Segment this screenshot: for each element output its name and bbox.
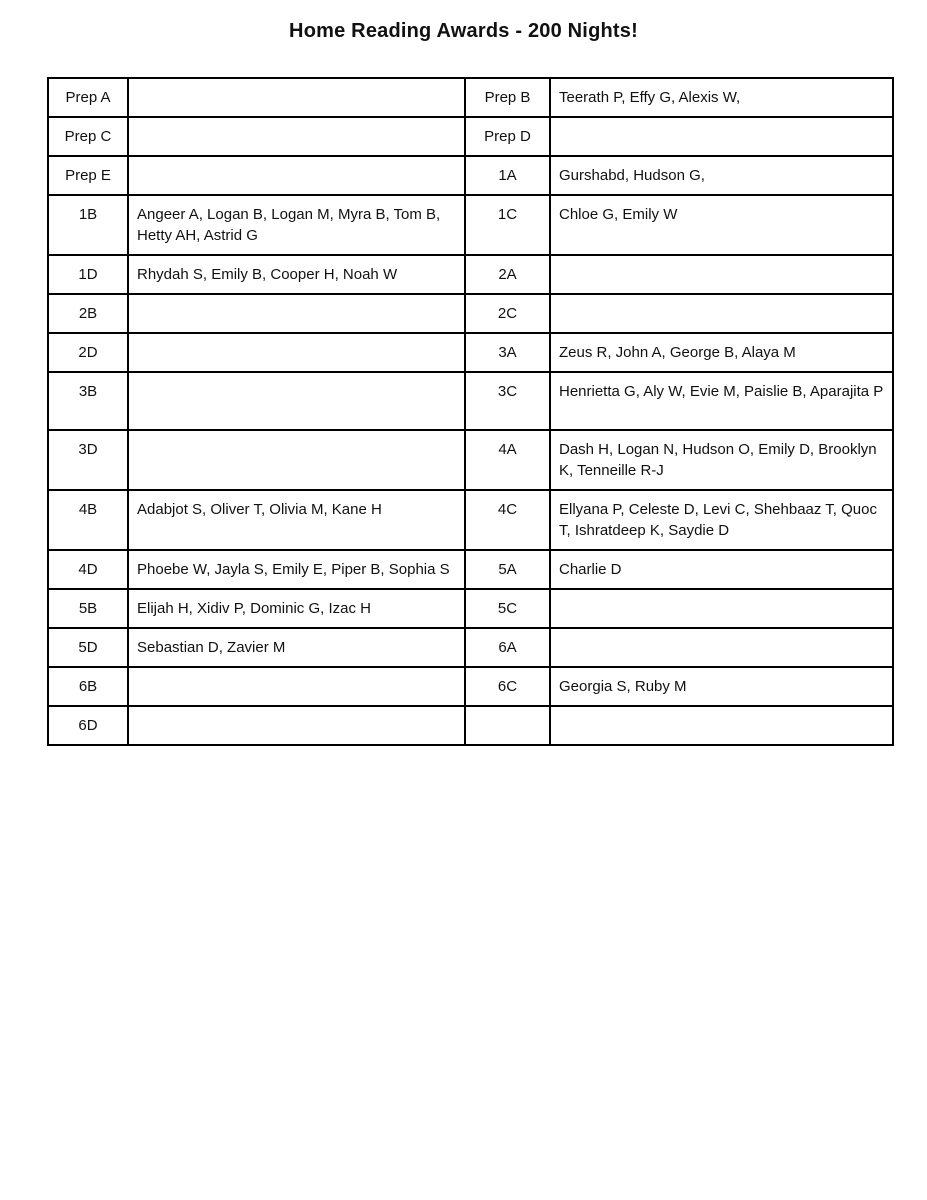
class-cell: 1C xyxy=(465,195,550,255)
names-cell xyxy=(128,430,465,490)
table-row xyxy=(48,333,893,372)
class-cell: 2B xyxy=(48,294,128,333)
names-cell: Teerath P, Effy G, Alexis W, xyxy=(550,78,893,117)
class-cell: 4B xyxy=(48,490,128,550)
names-cell xyxy=(128,333,465,372)
class-cell: 2C xyxy=(465,294,550,333)
table-row xyxy=(48,706,893,745)
class-cell: 2A xyxy=(465,255,550,294)
table-row xyxy=(48,490,893,550)
class-cell: 3C xyxy=(465,372,550,430)
table-row xyxy=(48,550,893,589)
names-cell xyxy=(128,294,465,333)
class-cell: Prep C xyxy=(48,117,128,156)
table-row xyxy=(48,628,893,667)
class-cell: 5C xyxy=(465,589,550,628)
class-cell: 1A xyxy=(465,156,550,195)
class-cell: Prep E xyxy=(48,156,128,195)
class-cell: 5B xyxy=(48,589,128,628)
class-cell: 3B xyxy=(48,372,128,430)
class-cell: 6D xyxy=(48,706,128,745)
table-row xyxy=(48,156,893,195)
names-cell: Dash H, Logan N, Hudson O, Emily D, Brooklyn K, Tenneille R-J xyxy=(550,430,893,490)
names-cell: Georgia S, Ruby M xyxy=(550,667,893,706)
class-cell: 1B xyxy=(48,195,128,255)
names-cell: Charlie D xyxy=(550,550,893,589)
table-row xyxy=(48,589,893,628)
names-cell xyxy=(128,667,465,706)
class-cell: Prep B xyxy=(465,78,550,117)
table-row xyxy=(48,117,893,156)
names-cell xyxy=(128,156,465,195)
names-cell: Adabjot S, Oliver T, Olivia M, Kane H xyxy=(128,490,465,550)
table-row xyxy=(48,372,893,430)
class-cell: Prep A xyxy=(48,78,128,117)
names-cell xyxy=(128,78,465,117)
class-cell: 2D xyxy=(48,333,128,372)
names-cell xyxy=(550,255,893,294)
table-row xyxy=(48,294,893,333)
class-cell: Prep D xyxy=(465,117,550,156)
class-cell: 6A xyxy=(465,628,550,667)
class-cell: 6B xyxy=(48,667,128,706)
names-cell: Gurshabd, Hudson G, xyxy=(550,156,893,195)
class-cell: 4A xyxy=(465,430,550,490)
table-row xyxy=(48,195,893,255)
class-cell: 1D xyxy=(48,255,128,294)
class-cell: 6C xyxy=(465,667,550,706)
names-cell xyxy=(550,117,893,156)
names-cell: Zeus R, John A, George B, Alaya M xyxy=(550,333,893,372)
table-row xyxy=(48,430,893,490)
table-row xyxy=(48,78,893,117)
names-cell: Rhydah S, Emily B, Cooper H, Noah W xyxy=(128,255,465,294)
class-cell: 4D xyxy=(48,550,128,589)
class-cell: 3A xyxy=(465,333,550,372)
names-cell xyxy=(128,372,465,430)
names-cell xyxy=(128,117,465,156)
table-row xyxy=(48,667,893,706)
names-cell: Chloe G, Emily W xyxy=(550,195,893,255)
names-cell xyxy=(128,706,465,745)
class-cell: 3D xyxy=(48,430,128,490)
names-cell: Angeer A, Logan B, Logan M, Myra B, Tom B, Hetty AH, Astrid G xyxy=(128,195,465,255)
names-cell: Elijah H, Xidiv P, Dominic G, Izac H xyxy=(128,589,465,628)
names-cell xyxy=(550,706,893,745)
names-cell: Phoebe W, Jayla S, Emily E, Piper B, Sophia S xyxy=(128,550,465,589)
names-cell: Henrietta G, Aly W, Evie M, Paislie B, Aparajita P xyxy=(550,372,893,430)
awards-table xyxy=(47,77,894,746)
class-cell: 5D xyxy=(48,628,128,667)
names-cell xyxy=(550,628,893,667)
names-cell: Sebastian D, Zavier M xyxy=(128,628,465,667)
page-title: Home Reading Awards - 200 Nights! xyxy=(289,20,638,42)
names-cell xyxy=(550,294,893,333)
class-cell xyxy=(465,706,550,745)
class-cell: 4C xyxy=(465,490,550,550)
names-cell: Ellyana P, Celeste D, Levi C, Shehbaaz T, Quoc T, Ishratdeep K, Saydie D xyxy=(550,490,893,550)
table-row xyxy=(48,255,893,294)
class-cell: 5A xyxy=(465,550,550,589)
names-cell xyxy=(550,589,893,628)
